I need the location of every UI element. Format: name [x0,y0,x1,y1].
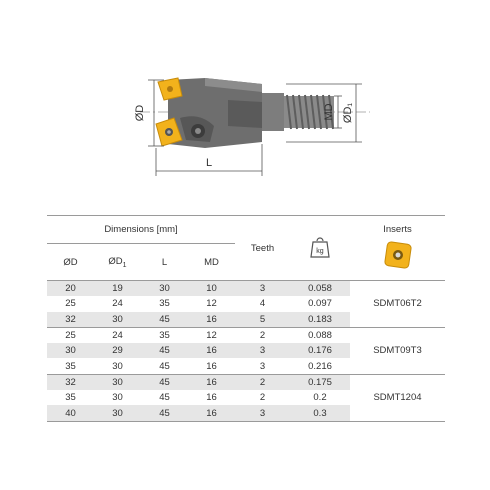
cell-md: 12 [206,298,217,310]
cell-d: 35 [47,358,94,374]
spec-table [47,215,445,422]
cutter-body [168,78,262,148]
table-row [47,327,445,343]
inserts-header [350,216,445,281]
cell-d1: 30 [94,405,141,421]
svg-text:kg: kg [316,247,324,255]
cell-d1: 30 [112,392,123,404]
cell-md: 16 [188,358,235,374]
label-d: ØD [134,104,146,122]
col-d1-header: $ØD_1$ [94,244,141,281]
label-l: L [205,157,213,169]
cell-d: 20 [47,281,94,297]
cell-d: 25 [65,298,76,310]
cell-insert: SDMT1204 [350,374,445,421]
insert-icon [382,239,414,271]
cell-d: 32 [47,312,94,328]
cell-md: 16 [188,343,235,358]
cell-weight: 0.176 [290,343,350,358]
label-d1: ØD₁ [342,102,354,124]
cell-d: 30 [47,343,94,358]
col-d-header: ØD [47,244,94,281]
cell-l: 45 [141,312,188,328]
cutter-drawing [0,0,490,200]
teeth-header: Teeth [235,216,290,281]
cell-d: 40 [47,405,94,421]
cell-d1: 29 [94,343,141,358]
cell-teeth: 3 [235,358,290,374]
cell-d1: 30 [94,312,141,328]
cell-insert: SDMT09T3 [350,327,445,374]
cell-l: 35 [159,298,170,310]
cell-l: 30 [141,281,188,297]
col-l-header: L [141,244,188,281]
table-row [47,281,445,297]
cell-md: 16 [188,405,235,421]
cell-l: 45 [141,405,188,421]
cell-l: 45 [141,374,188,390]
cell-weight: 0.2 [313,392,327,404]
cell-l: 45 [159,392,170,404]
weight-kg-icon [309,235,331,259]
cell-md: 16 [206,392,217,404]
dimensions-header: Dimensions [mm] [47,216,235,244]
cell-d: 32 [47,374,94,390]
cell-weight: 0.216 [290,358,350,374]
cell-insert: SDMT06T2 [350,281,445,328]
cell-l: 45 [141,358,188,374]
weight-header [290,216,350,281]
cell-weight: 0.058 [290,281,350,297]
cell-d1: 30 [94,374,141,390]
cell-md: 16 [188,374,235,390]
cell-teeth: 2 [259,392,266,404]
label-md: MD [323,103,335,121]
cell-md: 10 [188,281,235,297]
cell-d: 35 [65,392,76,404]
cell-md: 12 [206,330,217,342]
cell-d1: 30 [94,358,141,374]
cell-l: 45 [141,343,188,358]
cell-teeth: 4 [259,298,266,310]
cell-teeth: 5 [235,312,290,328]
col-md-header: MD [188,244,235,281]
cell-teeth: 2 [235,374,290,390]
cell-weight: 0.183 [290,312,350,328]
cell-teeth: 3 [235,343,290,358]
cell-weight: 0.3 [290,405,350,421]
cell-weight: 0.088 [308,330,332,342]
cell-md: 16 [188,312,235,328]
cell-d1: 19 [94,281,141,297]
inserts-header-label: Inserts [383,224,412,235]
cell-d: 25 [65,330,76,342]
cell-weight: 0.097 [308,298,332,310]
cell-weight: 0.175 [290,374,350,390]
table-row [47,374,445,390]
insert-top [158,78,182,100]
cell-d1: 24 [112,298,123,310]
cell-teeth: 3 [235,405,290,421]
cell-d1: 24 [112,330,123,342]
cell-teeth: 2 [259,330,266,342]
cell-teeth: 3 [235,281,290,297]
cell-l: 35 [159,330,170,342]
